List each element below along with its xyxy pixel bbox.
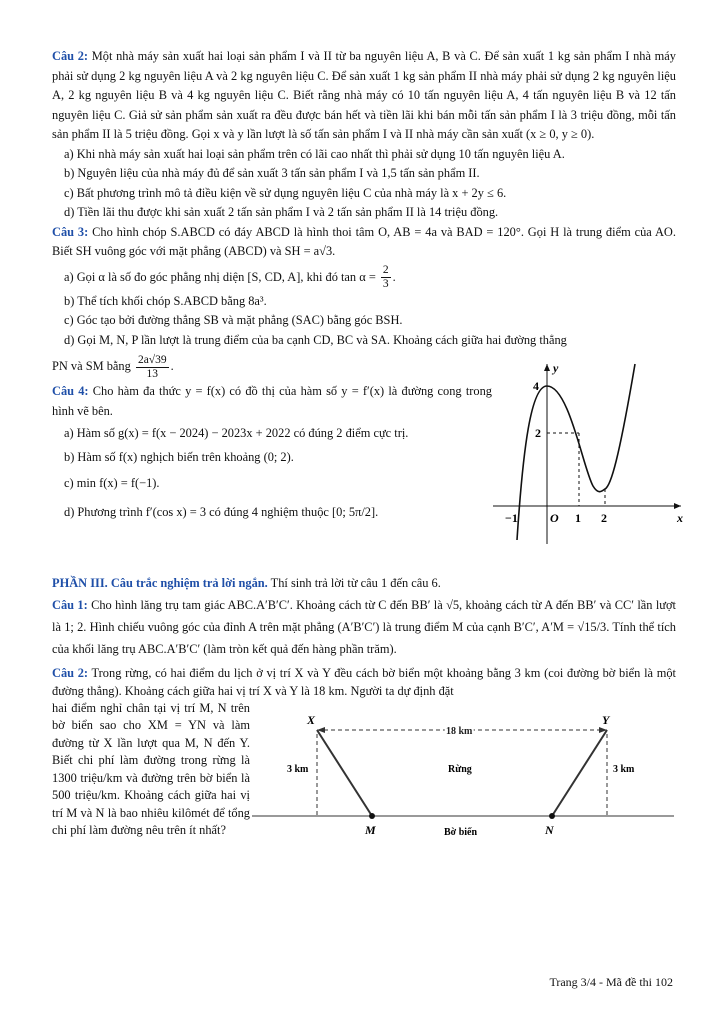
road-ny: [552, 730, 607, 816]
road-xm: [317, 730, 372, 816]
question-label: Câu 2:: [52, 49, 89, 63]
q4-option-a: a) Hàm số g(x) = f(x − 2024) − 2023x + 2022 có đúng 2 điểm cực trị.: [64, 426, 409, 440]
label-y: Y: [602, 712, 610, 727]
q3-option-d: d) Gọi M, N, P lần lượt là trung điểm của ba cạnh CD, BC và SA. Khoảng cách giữa hai đường thẳng: [64, 332, 567, 347]
question-label: Câu 1:: [52, 597, 88, 612]
question-2: [52, 47, 676, 145]
question-label: Câu 3:: [52, 224, 89, 239]
part-3-heading: PHẦN III. Câu trắc nghiệm trả lời ngắn. Thí sinh trả lời từ câu 1 đến câu 6.: [52, 576, 441, 590]
q3-option-a: a) Gọi α là số đo góc phẳng nhị diện [S, CD, A], khi đó tan α = $\frac{2}{3}$ .: [64, 264, 396, 291]
question-text: Cho hàm đa thức y = f(x) có đồ thị của hàm số y = f′(x) là đường cong trong hình vẽ bên.: [52, 384, 492, 418]
label-n: N: [545, 822, 554, 837]
part3-question-2-block: [52, 700, 676, 890]
question-text-side: hai điểm nghỉ chân tại vị trí M, N trên bờ biển sao cho XM = YN và làm đường từ X lần lượt qua M, N đến Y. Biết chi phí làm đường trong rừng là 1300 triệu/km và đường trên bờ biển là 500 triệu/km. Khoảng cách giữa hai vị trí M và N là bao nhiêu kilômét để tổng chi phí làm đường nêu trên ít nhất?: [52, 700, 250, 837]
q4-option-d: d) Phương trình f′(cos x) = 3 có đúng 4 nghiệm thuộc [0; 5π/2].: [64, 505, 379, 519]
label-distance: 18 km: [446, 725, 473, 737]
label-right-height: 3 km: [613, 763, 635, 775]
tick-label-1: 1: [575, 511, 581, 525]
q4-option-c: c) min f(x) = f(−1).: [64, 476, 160, 490]
label-left-height: 3 km: [287, 763, 309, 775]
label-x: X: [307, 712, 316, 727]
q3-option-c: c) Góc tạo bởi đường thẳng SB và mặt phẳng (SAC) bằng góc BSH.: [64, 313, 403, 327]
question-text: Cho hình lăng trụ tam giác ABC.A′B′C′. Khoảng cách từ C đến BB′ là √5, khoảng cách từ A đến BB′ và CC′ lần lượt là 1; 2. Hình chiếu vuông góc của đỉnh A trên mặt phẳng (A′B′C′) là trung điểm M của cạnh B′C′, A′M = √15/3. Tính thể tích của khối lăng trụ ABC.A′B′C′ (làm tròn kết quả đến hàng phần trăm).: [52, 597, 676, 656]
q3-option-b: b) Thể tích khối chóp S.ABCD bằng 8a³.: [64, 293, 267, 308]
part3-question-1: [52, 594, 676, 660]
question-3: [52, 223, 676, 262]
label-m: M: [365, 822, 376, 837]
derivative-graph: [487, 358, 687, 548]
fraction: $\frac{2}{3}$: [382, 264, 389, 291]
exam-page: [52, 47, 683, 890]
q2-option-c: c) Bất phương trình mô tả điều kiện về sử dụng nguyên liệu C của nhà máy là x + 2y ≤ 6.: [64, 185, 507, 200]
tick-label-neg1: −1: [505, 511, 518, 525]
question-label: Câu 4:: [52, 384, 89, 398]
tick-label-2: 2: [535, 426, 541, 440]
x-axis-arrow-icon: [674, 503, 681, 509]
q4-option-b: b) Hàm số f(x) nghịch biến trên khoảng (0; 2).: [64, 450, 294, 464]
origin-label: O: [550, 511, 559, 525]
q2-option-d: d) Tiền lãi thu được khi sản xuất 2 tấn sản phẩm I và 2 tấn sản phẩm II là 14 triệu đồng.: [64, 205, 499, 219]
tick-label-4: 4: [533, 379, 539, 393]
coast-road-figure: [252, 700, 677, 850]
q2-option-a: a) Khi nhà máy sản xuất hai loại sản phẩm trên có lãi cao nhất thì phải sử dụng 10 tấn nguyên liệu A.: [64, 146, 565, 161]
y-axis-arrow-icon: [544, 364, 550, 371]
point-n: [549, 813, 555, 819]
part3-question-2: [52, 664, 676, 700]
question-text: Một nhà máy sản xuất hai loại sản phẩm I và II từ ba nguyên liệu A, B và C. Để sản xuất 1 kg sản phẩm I nhà máy phải sử dụng 2 kg nguyên liệu A và 2 kg nguyên liệu C. Để sản xuất 1 kg sản phẩm II nhà máy phải sử dụng 2 kg nguyên liệu A, 2 kg nguyên liệu B và 4 kg nguyên liệu C. Biết rằng nhà máy có 10 tấn nguyên liệu A, 4 tấn nguyên liệu B và 12 tấn nguyên liệu C. Giả sử sản phẩm sản xuất ra đều được bán hết và tiền lãi khi bán mỗi tấn sản phẩm I là 3 triệu đồng, mỗi tấn sản phẩm II là 5 triệu đồng. Gọi x và y lần lượt là số tấn sản phẩm I và II nhà máy cần sản xuất (x ≥ 0, y ≥ 0).: [52, 49, 676, 141]
question-text: Trong rừng, có hai điểm du lịch ở vị trí X và Y đều cách bờ biển một khoảng bằng 3 km (coi đường bờ biển là một đường thẳng). Khoảng cách giữa hai vị trí X và Y là 18 km. Người ta dự định đặt: [52, 665, 676, 698]
label-coast: Bờ biển: [444, 826, 478, 838]
label-forest: Rừng: [448, 763, 472, 775]
question-text: Cho hình chóp S.ABCD có đáy ABCD là hình thoi tâm O, AB = 4a và BAD = 120°. Gọi H là trung điểm của AO. Biết SH vuông góc với mặt phẳng (ABCD) và SH = a√3.: [52, 224, 676, 258]
q2-option-b: b) Nguyên liệu của nhà máy đủ để sản xuất 3 tấn sản phẩm I và 1,5 tấn sản phẩm II.: [64, 166, 480, 180]
question-4: [52, 382, 492, 421]
question-label: Câu 2:: [52, 665, 89, 680]
fraction: $\frac{2a√39}{13}$: [137, 353, 167, 380]
q3-option-d-cont: PN và SM bằng $\frac{2a√39}{13}$ .: [52, 353, 174, 380]
tick-label-x2: 2: [601, 511, 607, 525]
page-footer: Trang 3/4 - Mã đề thi 102: [549, 975, 673, 989]
x-label: x: [677, 511, 683, 525]
point-m: [369, 813, 375, 819]
y-label: y: [553, 361, 559, 375]
